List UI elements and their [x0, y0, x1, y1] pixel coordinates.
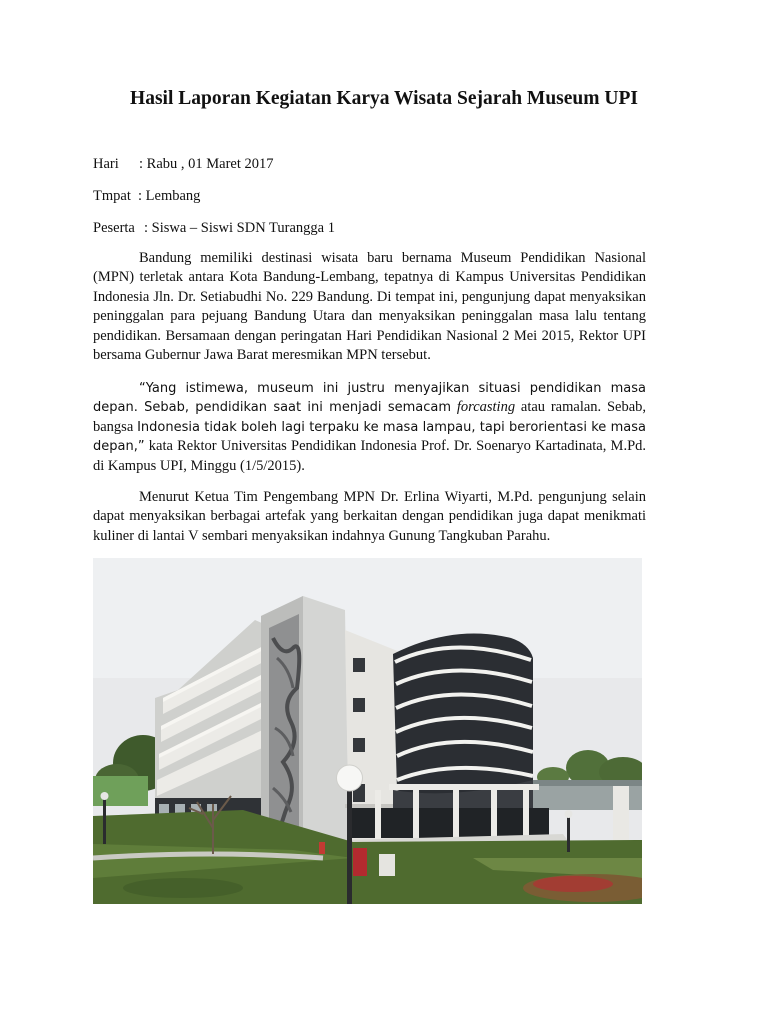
meta-label: Tmpat	[93, 188, 131, 204]
paragraph-closing: Menurut Ketua Tim Pengembang MPN Dr. Erlina Wiyarti, M.Pd. pengunjung selain dapat menyaksikan berbagai artefak yang berkaitan dengan pendidikan juga dapat menikmati kuliner di lantai V sembari menyaksikan indahnya Gunung Tangkuban Parahu.	[93, 489, 646, 544]
museum-glass-cylinder	[389, 634, 539, 808]
document-title: Hasil Laporan Kegiatan Karya Wisata Sejarah Museum UPI	[130, 88, 638, 109]
quote-text-a: “Yang istimewa, museum ini justru menyajikan situasi pendidikan masa depan. Sebab, pendidikan saat ini menjadi semacam	[93, 381, 646, 416]
meta-row-day	[93, 155, 274, 173]
quote-text-b: atau ramalan. Sebab, bangsa	[93, 399, 647, 435]
paragraph-intro: Bandung memiliki destinasi wisata baru bernama Museum Pendidikan Nasional (MPN) terletak antara Kota Bandung-Lembang, tepatnya di Kampus Universitas Pendidikan Indonesia Jln. Dr. Setiabudhi No. 229 Bandung. Di tempat ini, pengunjung dapat menyaksikan peninggalan para pejuang Bandung Utara dan menyaksikan peninggalan masa lalu tentang pendidikan. Bersamaan dengan peringatan Hari Pendidikan Nasional 2 Mei 2015, Rektor UPI bersama Gubernur Jawa Barat meresmikan MPN tersebut.	[93, 250, 646, 364]
meta-value: : Rabu , 01 Maret 2017	[139, 156, 274, 172]
museum-building-illustration	[93, 558, 642, 904]
meta-label: Peserta	[93, 220, 135, 236]
meta-row-place	[93, 187, 200, 205]
meta-row-participants	[93, 219, 335, 237]
quote-italic-word: forcasting	[456, 399, 516, 416]
meta-value: : Siswa – Siswi SDN Turangga 1	[144, 220, 335, 236]
museum-photo	[93, 558, 642, 904]
fire-hydrant	[319, 842, 325, 854]
meta-value: : Lembang	[138, 188, 201, 204]
quote-text-c: Indonesia tidak boleh lagi terpaku ke masa lampau, tapi berorientasi ke masa depan,”	[93, 419, 646, 455]
meta-label: Hari	[93, 156, 119, 172]
distant-green-building	[93, 776, 148, 806]
right-gate-pillar	[613, 786, 629, 842]
quote-text-d: kata Rektor Universitas Pendidikan Indonesia Prof. Dr. Soenaryo Kartadinata, M.Pd. di Kampus UPI, Minggu (1/5/2015).	[93, 438, 647, 474]
museum-relief-tower	[261, 596, 349, 858]
paragraph-quote	[93, 379, 646, 476]
